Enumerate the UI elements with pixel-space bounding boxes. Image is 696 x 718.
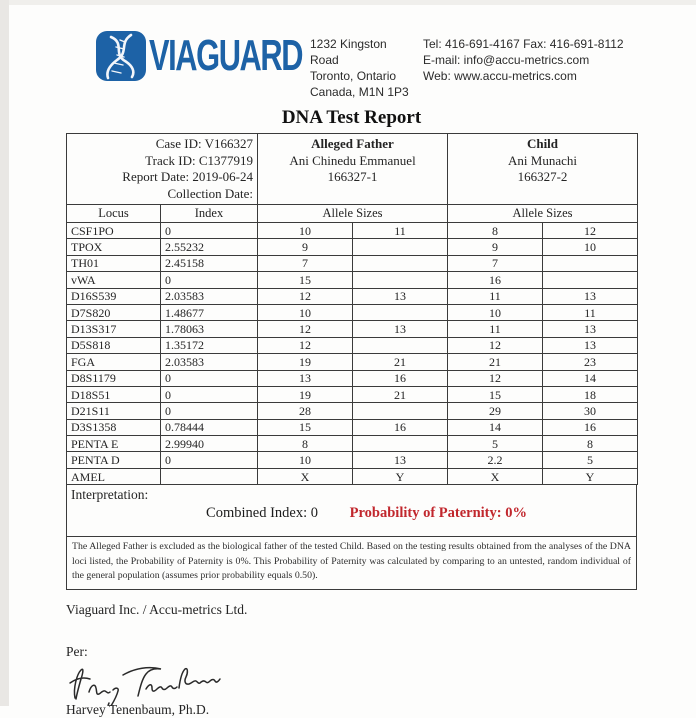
cell-f2: 21 — [353, 354, 448, 370]
cell-c2 — [543, 255, 638, 271]
cell-locus: D16S539 — [67, 288, 161, 304]
report-date: Report Date: 2019-06-24 — [122, 169, 253, 184]
cell-c1: 21 — [448, 354, 543, 370]
cell-index: 2.03583 — [161, 354, 258, 370]
cell-c1: 11 — [448, 321, 543, 337]
cell-index: 2.55232 — [161, 239, 258, 255]
cell-locus: D7S820 — [67, 304, 161, 320]
cell-c2: Y — [543, 468, 638, 484]
probability-of-paternity: Probability of Paternity: 0% — [349, 505, 527, 522]
cell-locus: D13S317 — [67, 321, 161, 337]
address-line: Canada, M1N 1P3 — [310, 85, 409, 99]
loci-table-row — [67, 370, 638, 386]
cell-locus: CSF1PO — [67, 223, 161, 239]
cell-f2 — [353, 304, 448, 320]
cell-c1: 5 — [448, 436, 543, 452]
cell-c1: 9 — [448, 239, 543, 255]
report-header — [0, 0, 696, 100]
cell-f2: 21 — [353, 386, 448, 402]
alleged-father-cell — [258, 134, 448, 205]
loci-table-row — [67, 304, 638, 320]
loci-table-row — [67, 272, 638, 288]
header-index: Index — [161, 205, 258, 223]
loci-table-row — [67, 468, 638, 484]
child-cell — [448, 134, 638, 205]
cell-index — [161, 468, 258, 484]
interpretation-section — [66, 484, 637, 590]
cell-locus: TPOX — [67, 239, 161, 255]
cell-f1: 15 — [258, 419, 353, 435]
cell-f2: 16 — [353, 370, 448, 386]
cell-f1: 12 — [258, 321, 353, 337]
cell-locus: TH01 — [67, 255, 161, 271]
cell-index: 0 — [161, 272, 258, 288]
scan-edge-left — [0, 0, 9, 706]
cell-c2: 10 — [543, 239, 638, 255]
alleged-father-sample-id: 166327-1 — [327, 169, 378, 184]
cell-c2: 13 — [543, 288, 638, 304]
cell-c1: 12 — [448, 337, 543, 353]
viaguard-logo — [95, 30, 310, 82]
loci-table-body — [67, 223, 638, 485]
cell-index: 2.99940 — [161, 436, 258, 452]
loci-table-row — [67, 239, 638, 255]
cell-c1: 11 — [448, 288, 543, 304]
company-contact — [423, 30, 624, 84]
cell-c2: 18 — [543, 386, 638, 402]
loci-table-row — [67, 419, 638, 435]
cell-index: 0 — [161, 403, 258, 419]
contact-line-phone: Tel: 416-691-4167 Fax: 416-691-8112 — [423, 37, 624, 51]
cell-c1: 15 — [448, 386, 543, 402]
dna-helix-icon — [95, 30, 147, 82]
cell-index: 1.78063 — [161, 321, 258, 337]
cell-f1: 13 — [258, 370, 353, 386]
child-sample-id: 166327-2 — [517, 169, 568, 184]
cell-f1: 15 — [258, 272, 353, 288]
cell-f2: 13 — [353, 321, 448, 337]
cell-c1: 29 — [448, 403, 543, 419]
loci-table — [66, 204, 638, 485]
address-line: 1232 Kingston Road — [310, 37, 387, 67]
cell-c1: 16 — [448, 272, 543, 288]
cell-locus: FGA — [67, 354, 161, 370]
company-name: Viaguard Inc. / Accu-metrics Ltd. — [66, 601, 248, 617]
report-body — [66, 133, 637, 590]
child-name: Ani Munachi — [508, 152, 577, 168]
address-line: Toronto, Ontario — [310, 69, 397, 83]
cell-f1: 8 — [258, 436, 353, 452]
result-line — [67, 503, 636, 536]
cell-f1: 19 — [258, 354, 353, 370]
cell-index: 2.03583 — [161, 288, 258, 304]
cell-f2: 11 — [353, 223, 448, 239]
cell-f1: 28 — [258, 403, 353, 419]
loci-table-row — [67, 452, 638, 468]
cell-f2 — [353, 436, 448, 452]
cell-c1: 14 — [448, 419, 543, 435]
cell-c2: 5 — [543, 452, 638, 468]
loci-table-row — [67, 223, 638, 239]
scan-edge-top — [0, 0, 696, 5]
per-label: Per: — [66, 643, 88, 659]
cell-f2: 16 — [353, 419, 448, 435]
cell-c2: 12 — [543, 223, 638, 239]
collection-date: Collection Date: — [167, 185, 253, 201]
cell-f1: 7 — [258, 255, 353, 271]
cell-f2 — [353, 403, 448, 419]
loci-table-row — [67, 403, 638, 419]
header-father-alleles: Allele Sizes — [258, 205, 448, 223]
cell-f1: 10 — [258, 304, 353, 320]
cell-c2: 14 — [543, 370, 638, 386]
cell-f1: 12 — [258, 337, 353, 353]
cell-c1: 12 — [448, 370, 543, 386]
cell-c1: X — [448, 468, 543, 484]
cell-f2 — [353, 239, 448, 255]
logo-wordmark: VIAGUARD — [149, 31, 303, 80]
cell-f2 — [353, 272, 448, 288]
loci-table-row — [67, 288, 638, 304]
signature-image — [68, 662, 696, 702]
header-child-alleles: Allele Sizes — [448, 205, 638, 223]
cell-index: 0 — [161, 452, 258, 468]
company-address — [310, 30, 413, 100]
alleged-father-name: Ani Chinedu Emmanuel — [289, 152, 416, 168]
cell-f2: 13 — [353, 452, 448, 468]
cell-f2: Y — [353, 468, 448, 484]
loci-table-row — [67, 337, 638, 353]
cell-index: 0 — [161, 370, 258, 386]
cell-locus: D5S818 — [67, 337, 161, 353]
cell-c2 — [543, 272, 638, 288]
loci-table-row — [67, 436, 638, 452]
cell-f1: 19 — [258, 386, 353, 402]
header-locus: Locus — [67, 205, 161, 223]
cell-c1: 7 — [448, 255, 543, 271]
contact-line-email: E-mail: info@accu-metrics.com — [423, 53, 590, 67]
cell-locus: D21S11 — [67, 403, 161, 419]
cell-c2: 30 — [543, 403, 638, 419]
case-id: Case ID: V166327 — [155, 136, 253, 151]
loci-table-row — [67, 386, 638, 402]
combined-index: Combined Index: 0 — [206, 505, 318, 522]
loci-table-row — [67, 321, 638, 337]
cell-f1: 12 — [258, 288, 353, 304]
cell-f1: X — [258, 468, 353, 484]
cell-c1: 2.2 — [448, 452, 543, 468]
cell-c1: 10 — [448, 304, 543, 320]
cell-c2: 8 — [543, 436, 638, 452]
cell-c2: 16 — [543, 419, 638, 435]
cell-f2 — [353, 255, 448, 271]
cell-c1: 8 — [448, 223, 543, 239]
page-title: DNA Test Report — [281, 107, 422, 128]
cell-c2: 11 — [543, 304, 638, 320]
case-ids-cell — [67, 134, 258, 205]
case-info-table — [66, 133, 638, 205]
alleged-father-role: Alleged Father — [311, 136, 394, 151]
cell-index: 0 — [161, 223, 258, 239]
cell-locus: PENTA D — [67, 452, 161, 468]
cell-c2: 23 — [543, 354, 638, 370]
cell-f1: 10 — [258, 223, 353, 239]
loci-table-row — [67, 255, 638, 271]
cell-index: 1.35172 — [161, 337, 258, 353]
cell-index: 0.78444 — [161, 419, 258, 435]
cell-f2: 13 — [353, 288, 448, 304]
interpretation-label: Interpretation: — [71, 487, 149, 503]
cell-f1: 10 — [258, 452, 353, 468]
cell-index: 2.45158 — [161, 255, 258, 271]
cell-c2: 13 — [543, 337, 638, 353]
track-id: Track ID: C1377919 — [145, 152, 253, 168]
contact-line-web: Web: www.accu-metrics.com — [423, 69, 577, 83]
cell-c2: 13 — [543, 321, 638, 337]
loci-table-header-row — [67, 205, 638, 223]
cell-locus: PENTA E — [67, 436, 161, 452]
cell-locus: vWA — [67, 272, 161, 288]
signatory-name: Harvey Tenenbaum, Ph.D. — [66, 701, 210, 717]
disclaimer-text: The Alleged Father is excluded as the biological father of the tested Child. Based on the testing results obtained from the analyses of the DNA loci listed, the Probability of Paternity is 0%. This Probability of Paternity was calculated by comparing to an untested, random individual of the general population (assumes prior probability equals 0.50). — [67, 536, 636, 589]
loci-table-row — [67, 354, 638, 370]
cell-locus: D3S1358 — [67, 419, 161, 435]
cell-index: 0 — [161, 386, 258, 402]
cell-locus: AMEL — [67, 468, 161, 484]
cell-f2 — [353, 337, 448, 353]
cell-index: 1.48677 — [161, 304, 258, 320]
cell-f1: 9 — [258, 239, 353, 255]
cell-locus: D18S51 — [67, 386, 161, 402]
child-role: Child — [526, 136, 559, 151]
cell-locus: D8S1179 — [67, 370, 161, 386]
